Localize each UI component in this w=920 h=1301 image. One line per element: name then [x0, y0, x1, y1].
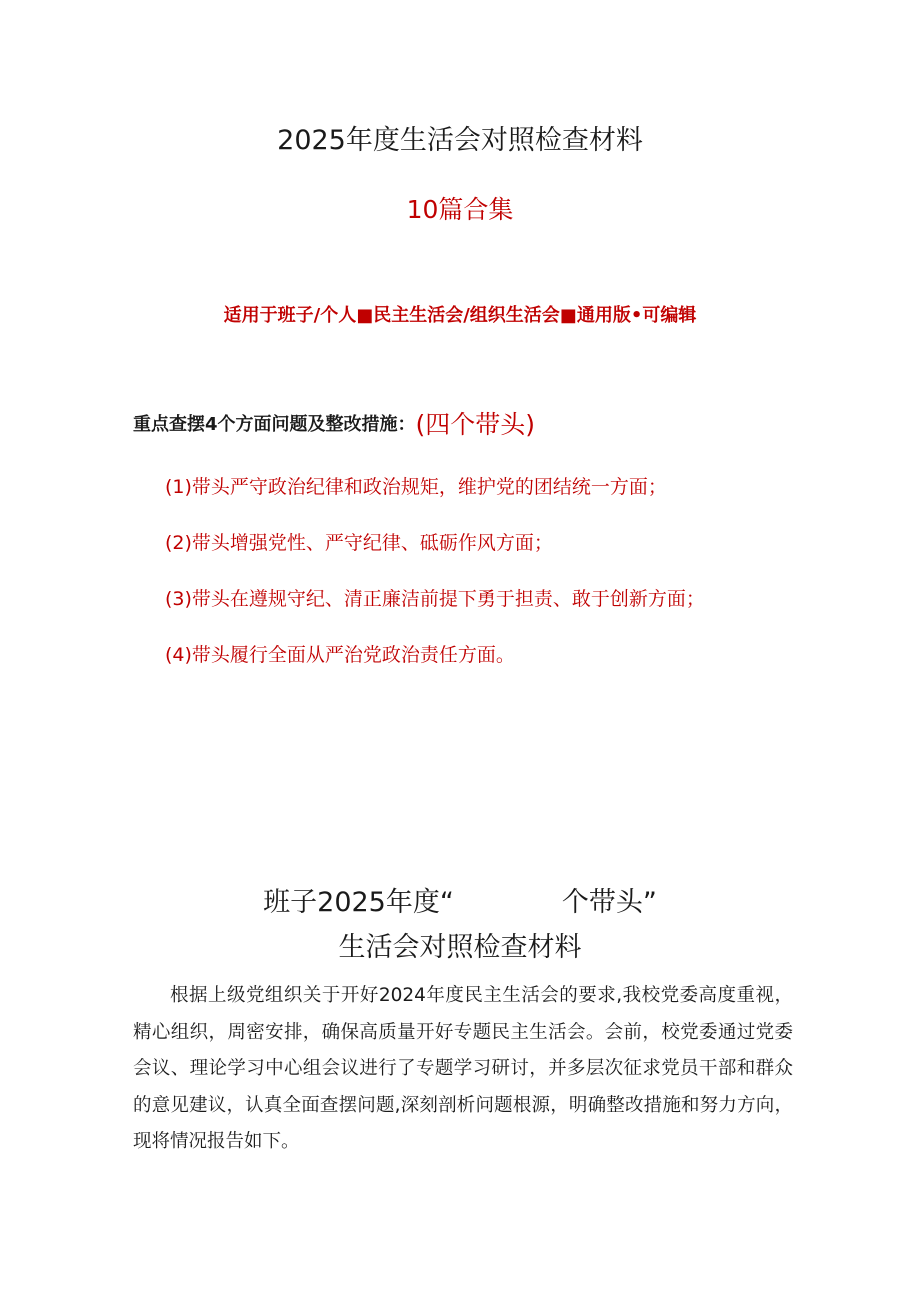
section-title-line2: 生活会对照检查材料 [338, 932, 582, 963]
focus-heading [133, 405, 833, 441]
list-item: (4)带头履行全面从严治党政治责任方面。 [165, 644, 515, 666]
body-paragraph: 根据上级党组织关于开好2024年度民主生活会的要求,我校党委高度重视，精心组织，周密安排，确保高质量开好专题民主生活会。会前，校党委通过党委会议、理论学习中心组会议进行了专题学习研讨，并多层次征求党员干部和群众的意见建议，认真全面查摆问题,深刻剖析问题根源，明确整改措施和努力方向，现将情况报告如下。 [133, 985, 793, 1152]
main-title: 2025年度生活会对照检查材料 [277, 125, 643, 156]
section-title-line1: 班子2025年度“ 个带头” [263, 887, 657, 918]
list-item: (1)带头严守政治纪律和政治规矩，维护党的团结统一方面； [165, 476, 667, 498]
scope-line: 适用于班子/个人■民主生活会/组织生活会■通用版•可编辑 [223, 305, 697, 326]
list-item: (2)带头增强党性、严守纪律、砥砺作风方面； [165, 532, 553, 554]
focus-tag: (四个带头) [415, 410, 536, 439]
list-item: (3)带头在遵规守纪、清正廉洁前提下勇于担责、敢于创新方面； [165, 588, 705, 610]
sub-title: 10篇合集 [406, 195, 514, 224]
focus-lead: 重点查摆4个方面问题及整改措施： [133, 414, 416, 435]
